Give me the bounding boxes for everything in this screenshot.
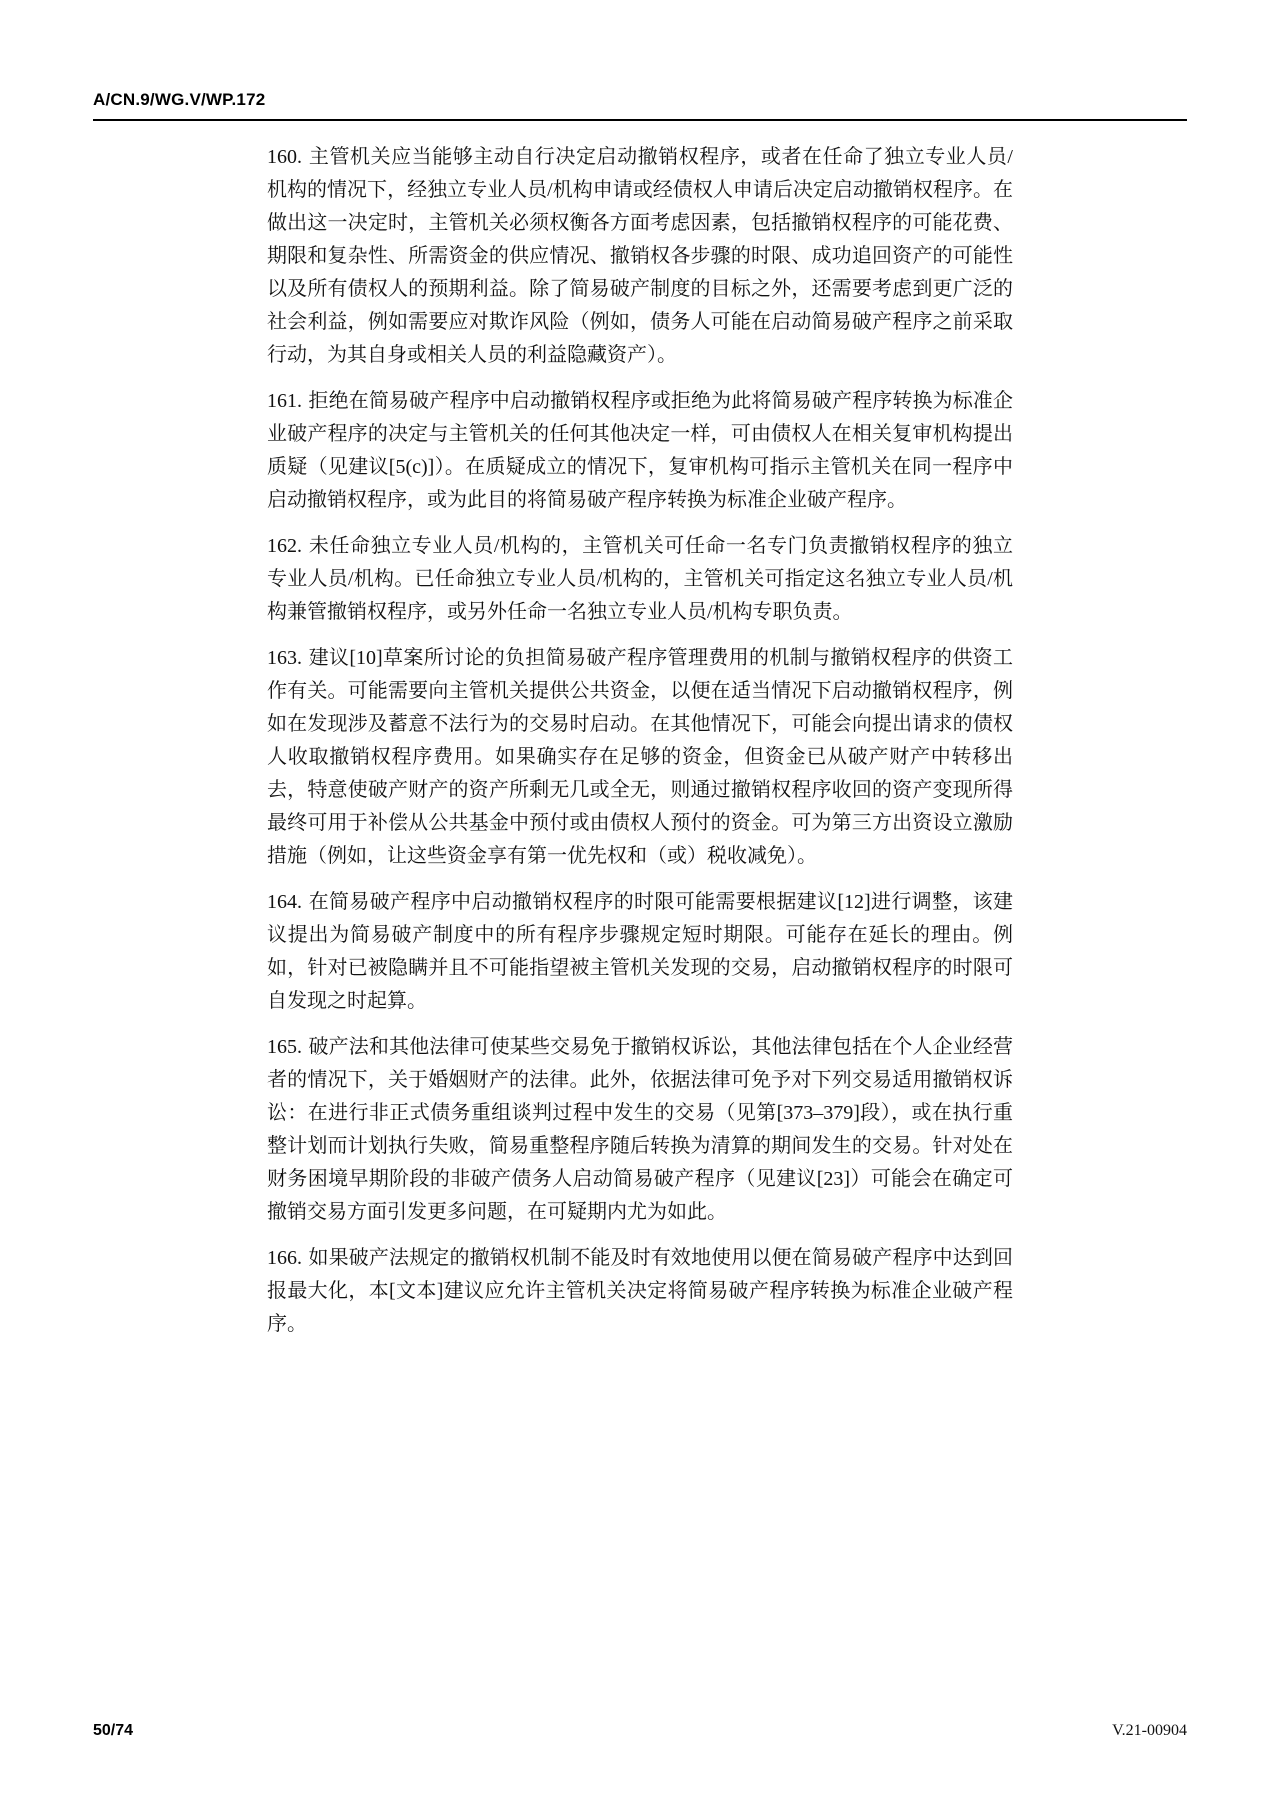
paragraph-number: 165. — [267, 1036, 302, 1058]
paragraph-number: 163. — [267, 647, 302, 669]
paragraph-number: 160. — [267, 146, 302, 168]
page-header — [93, 90, 1187, 121]
paragraph-166 — [267, 1242, 1013, 1341]
paragraph-162 — [267, 530, 1013, 629]
paragraph-161 — [267, 385, 1013, 517]
paragraph-160 — [267, 141, 1013, 372]
paragraph-text: 拒绝在简易破产程序中启动撤销权程序或拒绝为此将简易破产程序转换为标准企业破产程序的决定与主管机关的任何其他决定一样，可由债权人在相关复审机构提出质疑（见建议[5(c)]）。在质疑成立的情况下，复审机构可指示主管机关在同一程序中启动撤销权程序，或为此目的将简易破产程序转换为标准企业破产程序。 — [267, 390, 1013, 511]
paragraph-number: 164. — [267, 891, 302, 913]
paragraph-number: 162. — [267, 535, 302, 557]
page-footer — [93, 1722, 1187, 1740]
page-number: 50/74 — [93, 1722, 134, 1739]
document-symbol: A/CN.9/WG.V/WP.172 — [93, 90, 266, 109]
paragraph-165 — [267, 1031, 1013, 1229]
paragraph-text: 如果破产法规定的撤销权机制不能及时有效地使用以便在简易破产程序中达到回报最大化，本[文本]建议应允许主管机关决定将简易破产程序转换为标准企业破产程序。 — [267, 1247, 1013, 1335]
paragraph-number: 161. — [267, 390, 302, 412]
paragraph-text: 未任命独立专业人员/机构的，主管机关可任命一名专门负责撤销权程序的独立专业人员/机构。已任命独立专业人员/机构的，主管机关可指定这名独立专业人员/机构兼管撤销权程序，或另外任命一名独立专业人员/机构专职负责。 — [267, 535, 1013, 623]
paragraph-number: 166. — [267, 1247, 302, 1269]
paragraph-163 — [267, 642, 1013, 873]
document-body — [267, 141, 1013, 1354]
header-rule — [93, 119, 1187, 121]
paragraph-text: 建议[10]草案所讨论的负担简易破产程序管理费用的机制与撤销权程序的供资工作有关。可能需要向主管机关提供公共资金，以便在适当情况下启动撤销权程序，例如在发现涉及蓄意不法行为的交易时启动。在其他情况下，可能会向提出请求的债权人收取撤销权程序费用。如果确实存在足够的资金，但资金已从破产财产中转移出去，特意使破产财产的资产所剩无几或全无，则通过撤销权程序收回的资产变现所得最终可用于补偿从公共基金中预付或由债权人预付的资金。可为第三方出资设立激励措施（例如，让这些资金享有第一优先权和（或）税收减免）。 — [267, 647, 1013, 867]
document-id: V.21-00904 — [1112, 1722, 1187, 1739]
paragraph-text: 主管机关应当能够主动自行决定启动撤销权程序，或者在任命了独立专业人员/机构的情况下，经独立专业人员/机构申请或经债权人申请后决定启动撤销权程序。在做出这一决定时，主管机关必须权衡各方面考虑因素，包括撤销权程序的可能花费、期限和复杂性、所需资金的供应情况、撤销权各步骤的时限、成功追回资产的可能性以及所有债权人的预期利益。除了简易破产制度的目标之外，还需要考虑到更广泛的社会利益，例如需要应对欺诈风险（例如，债务人可能在启动简易破产程序之前采取行动，为其自身或相关人员的利益隐藏资产）。 — [267, 146, 1013, 366]
paragraph-164 — [267, 886, 1013, 1018]
paragraph-text: 在简易破产程序中启动撤销权程序的时限可能需要根据建议[12]进行调整，该建议提出为简易破产制度中的所有程序步骤规定短时期限。可能存在延长的理由。例如，针对已被隐瞒并且不可能指望被主管机关发现的交易，启动撤销权程序的时限可自发现之时起算。 — [267, 891, 1013, 1012]
paragraph-text: 破产法和其他法律可使某些交易免于撤销权诉讼，其他法律包括在个人企业经营者的情况下，关于婚姻财产的法律。此外，依据法律可免予对下列交易适用撤销权诉讼：在进行非正式债务重组谈判过程中发生的交易（见第[373–379]段），或在执行重整计划而计划执行失败，简易重整程序随后转换为清算的期间发生的交易。针对处在财务困境早期阶段的非破产债务人启动简易破产程序（见建议[23]）可能会在确定可撤销交易方面引发更多问题，在可疑期内尤为如此。 — [267, 1036, 1013, 1223]
